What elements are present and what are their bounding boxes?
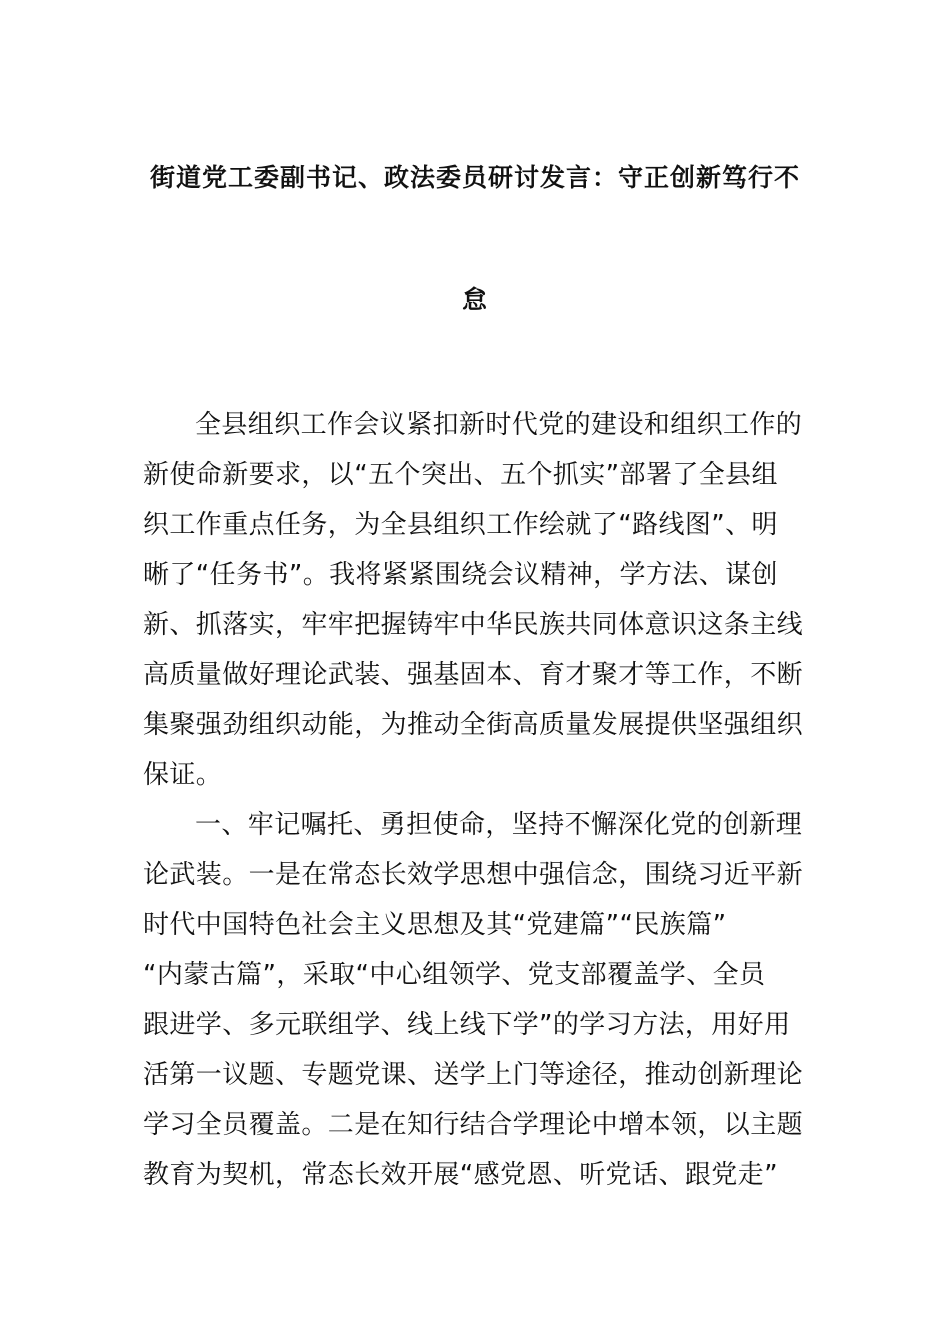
paragraph-section-one-line: 教育为契机，常态长效开展“感党恩、听党话、跟党走” [143, 1160, 778, 1190]
paragraph-section-one-line: 活第一议题、专题党课、送学上门等途径，推动创新理论 [143, 1060, 804, 1090]
paragraph-section-one-line: 跟进学、多元联组学、线上线下学”的学习方法，用好用 [143, 1010, 791, 1040]
paragraph-intro-line: 晰了“任务书”。我将紧紧围绕会议精神，学方法、谋创 [143, 560, 778, 590]
paragraph-intro-line: 织工作重点任务，为全县组织工作绘就了“路线图”、明 [143, 510, 778, 540]
paragraph-intro-line: 集聚强劲组织动能，为推动全街高质量发展提供坚强组织 [143, 710, 804, 740]
paragraph-intro-line: 全县组织工作会议紧扣新时代党的建设和组织工作的 [195, 410, 803, 440]
paragraph-section-one-line: 时代中国特色社会主义思想及其“党建篇”“民族篇” [143, 910, 727, 940]
paragraph-section-one-line: “内蒙古篇”，采取“中心组领学、党支部覆盖学、全员 [143, 960, 766, 990]
paragraph-section-one-line: 论武装。一是在常态长效学思想中强信念，围绕习近平新 [143, 860, 804, 890]
paragraph-intro-line: 高质量做好理论武装、强基固本、育才聚才等工作，不断 [143, 660, 804, 690]
paragraph-intro-line: 新、抓落实，牢牢把握铸牢中华民族共同体意识这条主线 [143, 610, 804, 640]
document-title-line-1: 街道党工委副书记、政法委员研讨发言：守正创新笃行不 [149, 163, 800, 192]
paragraph-section-one-line: 学习全员覆盖。二是在知行结合学理论中增本领，以主题 [143, 1110, 804, 1140]
paragraph-intro-line: 新使命新要求，以“五个突出、五个抓实”部署了全县组 [143, 460, 778, 490]
paragraph-section-one-line: 一、牢记嘱托、勇担使命，坚持不懈深化党的创新理 [195, 810, 803, 840]
document-body [143, 400, 808, 1200]
paragraph-intro-line: 保证。 [143, 760, 223, 790]
document-title-line-2: 怠 [461, 285, 488, 314]
